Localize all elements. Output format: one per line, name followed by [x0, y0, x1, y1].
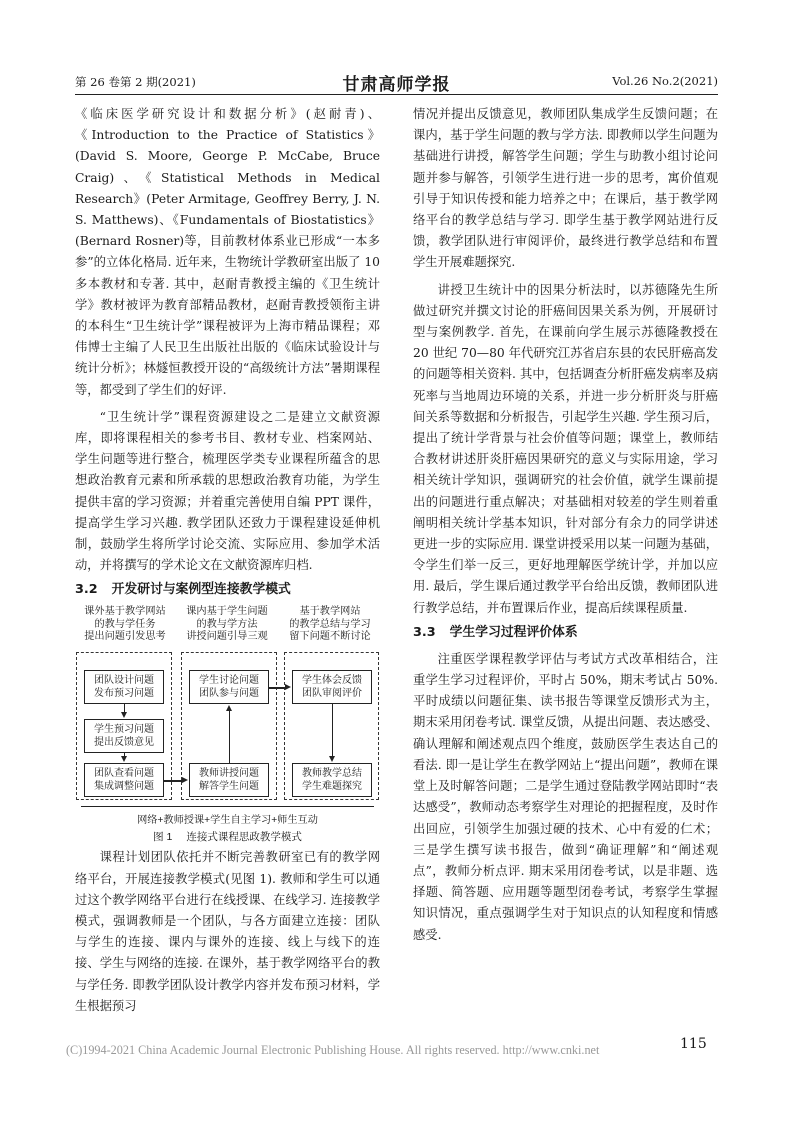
arrow-head: [121, 712, 127, 718]
paragraph: 注重医学课程教学评估与考试方式改革相结合，注重学生学习过程评价，平时占 50%，期末考试占 50%. 平时成绩以问题征集、读书报告等课堂反馈形式为主，期末采用闭卷考试. 课堂反馈，从提出问题、表达感受、确认理解和阐述观点四个维度，鼓励医学生表达自己的看法. 即一是让学生在教学网站上“提出问题”，教师在课堂上及时解答问题；二是学生通过登陆教学网站即时“表达感受”，教师动态考察学生对理论的把握程度，及时作出回应，引领学生加强过硬的技术、心中有爱的仁术；三是学生撰写读书报告，做到“确证理解”和“阐述观点”，教师分析点评. 期末采用闭卷考试，以是非题、选择题、简答题、应用题等题型闭卷考试，考察学生掌握知识情况，重点强调学生对于知识点的认知程度和情感感受.: [413, 651, 718, 942]
figure-caption: [75, 827, 380, 848]
column-header-after-class: 基于教学网站 的教学总结与学习 留下问题不断讨论: [289, 606, 371, 643]
journal-title: 甘肃高师学报: [342, 75, 451, 95]
paragraph: 课程计划团队依托并不断完善教研室已有的教学网络平台，开展连接教学模式(见图 1). 教师和学生可以通过这个教学网络平台进行在线授课、在线学习. 连接教学模式，强调教师是一个团队，与各方面建立连接：团队与学生的连接、课内与课外的连接、线上与线下的连接、学生与网络的连接. 在课外，基于教学网络平台的教与学任务. 即教学团队设计教学内容并发布预习材料，学生根据预习: [75, 850, 380, 1013]
arrow-line: [164, 780, 183, 781]
issue-label: 第 26 卷第 2 期(2021): [75, 75, 196, 89]
student-discussion-box: 学生讨论问题 团队参与问题: [189, 670, 269, 704]
section-title: 开发研讨与案例型连接教学模式: [111, 582, 291, 598]
student-preview-box: 学生预习问题 提出反馈意见: [84, 719, 164, 753]
figure-footer-text: 网络+教师授课+学生自主学习+师生互动: [137, 815, 318, 827]
arrow-head: [182, 777, 188, 783]
student-feedback-box: 学生体会反馈 团队审阅评价: [292, 670, 372, 704]
arrow-line: [332, 704, 333, 757]
section-title: 学生学习过程评价体系: [449, 624, 578, 640]
team-design-box: 团队设计问题 发布预习问题: [84, 670, 164, 704]
arrow-head: [226, 705, 232, 711]
figure-1: [75, 606, 380, 844]
arrow-head: [121, 756, 127, 762]
column-header-in-class: 课内基于学生问题 的教与学方法 讲授问题引导三观: [186, 606, 268, 643]
paragraph: “卫生统计学”课程资源建设之二是建立文献资源库，即将课程相关的参考书目、教材专业、档案网站、学生问题等进行整合，梳理医学类专业课程所蕴含的思想政治教育元素和所承载的思想政治教育功能，为学生提供丰富的学习资源；并着重完善使用自编 PPT 课件，提高学生学习兴趣. 教学团队还致力于课程建设延伸机制，鼓励学生将所学讨论交流、实际应用、参加学术活动，并将撰写的学术论文在文献资源库归档.: [75, 409, 380, 573]
figure-baseline: [81, 806, 374, 807]
right-column: [413, 104, 718, 946]
section-heading: [413, 623, 718, 643]
volume-label: Vol.26 No.2(2021): [612, 74, 718, 88]
arrow-head: [329, 756, 335, 762]
teacher-lecture-box: 教师讲授问题 解答学生问题: [189, 763, 269, 797]
paragraph: 讲授卫生统计中的因果分析法时，以苏德隆先生所做过研究并撰文讨论的肝癌间因果关系为例，开展研讨型与案例教学. 首先，在课前向学生展示苏德隆教授在 20 世纪 70—80 年代研究江苏省启东县的农民肝癌高发的问题等相关资料. 其中，包括调查分析肝癌发病率及病死率与当地周边环境的关系，并进一步分析肝炎与肝癌间关系等数据和分析报告，引起学生兴趣. 学生预习后，提出了统计学背景与社会价值等问题；课堂上，教师结合教材讲述肝炎肝癌因果研究的意义与实际用途，学习相关统计学知识，强调研究的社会价值，就学生课前提出的问题进行重点解决；对基础相对较差的学生则着重阐明相关统计学基本知识，针对部分有余力的同学讲述更进一步的实际应用. 课堂讲授采用以某一问题为基础，令学生们举一反三，更好地理解医学统计学，并加以应用. 最后，学生课后通过教学平台给出反馈，教师团队进行教学总结，并布置课后作业，提高后续课程质量.: [413, 282, 718, 615]
header-rule: [75, 94, 718, 95]
flow-diagram: [75, 606, 380, 804]
page-header: [75, 72, 718, 94]
copyright-notice: (C)1994-2021 China Academic Journal Electronic Publishing House. All rights reserved. http://www.cnki.net: [66, 1043, 600, 1057]
paragraph: 情况并提出反馈意见，教师团队集成学生反馈问题；在课内，基于学生问题的教与学方法. 即教师以学生问题为基础进行讲授，解答学生问题；学生与助教小组讨论问题并参与解答，引领学生进行进一步的思考，寓价值观引导于知识传授和能力培养之中；在课后，基于教学网络平台的教学总结与学习. 即学生基于教学网站进行反馈，教学团队进行审阅评价，最终进行教学总结和布置学生开展难题探究.: [413, 107, 718, 270]
arrow-line: [269, 687, 286, 688]
teaching-summary-box: 教师教学总结 学生难题探究: [292, 763, 372, 797]
section-number: 3.3: [413, 624, 436, 640]
figure-label: 图 1: [153, 831, 173, 844]
arrow-line: [229, 711, 230, 763]
figure-caption-text: 连接式课程思政教学模式: [186, 831, 302, 844]
team-review-box: 团队查看问题 集成调整问题: [84, 763, 164, 797]
left-column: [75, 104, 380, 1017]
column-header-before-class: 课外基于教学网站 的教与学任务 提出问题引发思考: [84, 606, 166, 643]
section-heading: [75, 580, 380, 600]
arrow-head: [285, 684, 291, 690]
page-number: 115: [680, 1036, 707, 1052]
section-number: 3.2: [75, 582, 98, 598]
paragraph: 《临床医学研究设计和数据分析》(赵耐青)、《Introduction to the Practice of Statistics》(David S. Moore, George P. McCabe, Bruce Craig)、《Statistical Methods in Medical Research》(Peter Armitage, Geoffrey Berry, J. N. S. Matthews)、《Fundamentals of Biostatistics》(Bernard Rosner)等，目前教材体系业已形成“一本多参”的立体化格局. 近年来，生物统计学教研室出版了 10 多本教材和专著. 其中，赵耐青教授主编的《卫生统计学》教材被评为教育部精品教材，赵耐青教授领衔主讲的本科生“卫生统计学”课程被评为上海市精品课程；邓伟博士主编了人民卫生出版社出版的《临床试验设计与统计分析》；林燧恒教授开设的“高级统计方法”暑期课程等，都受到了学生们的好评.: [75, 107, 380, 397]
